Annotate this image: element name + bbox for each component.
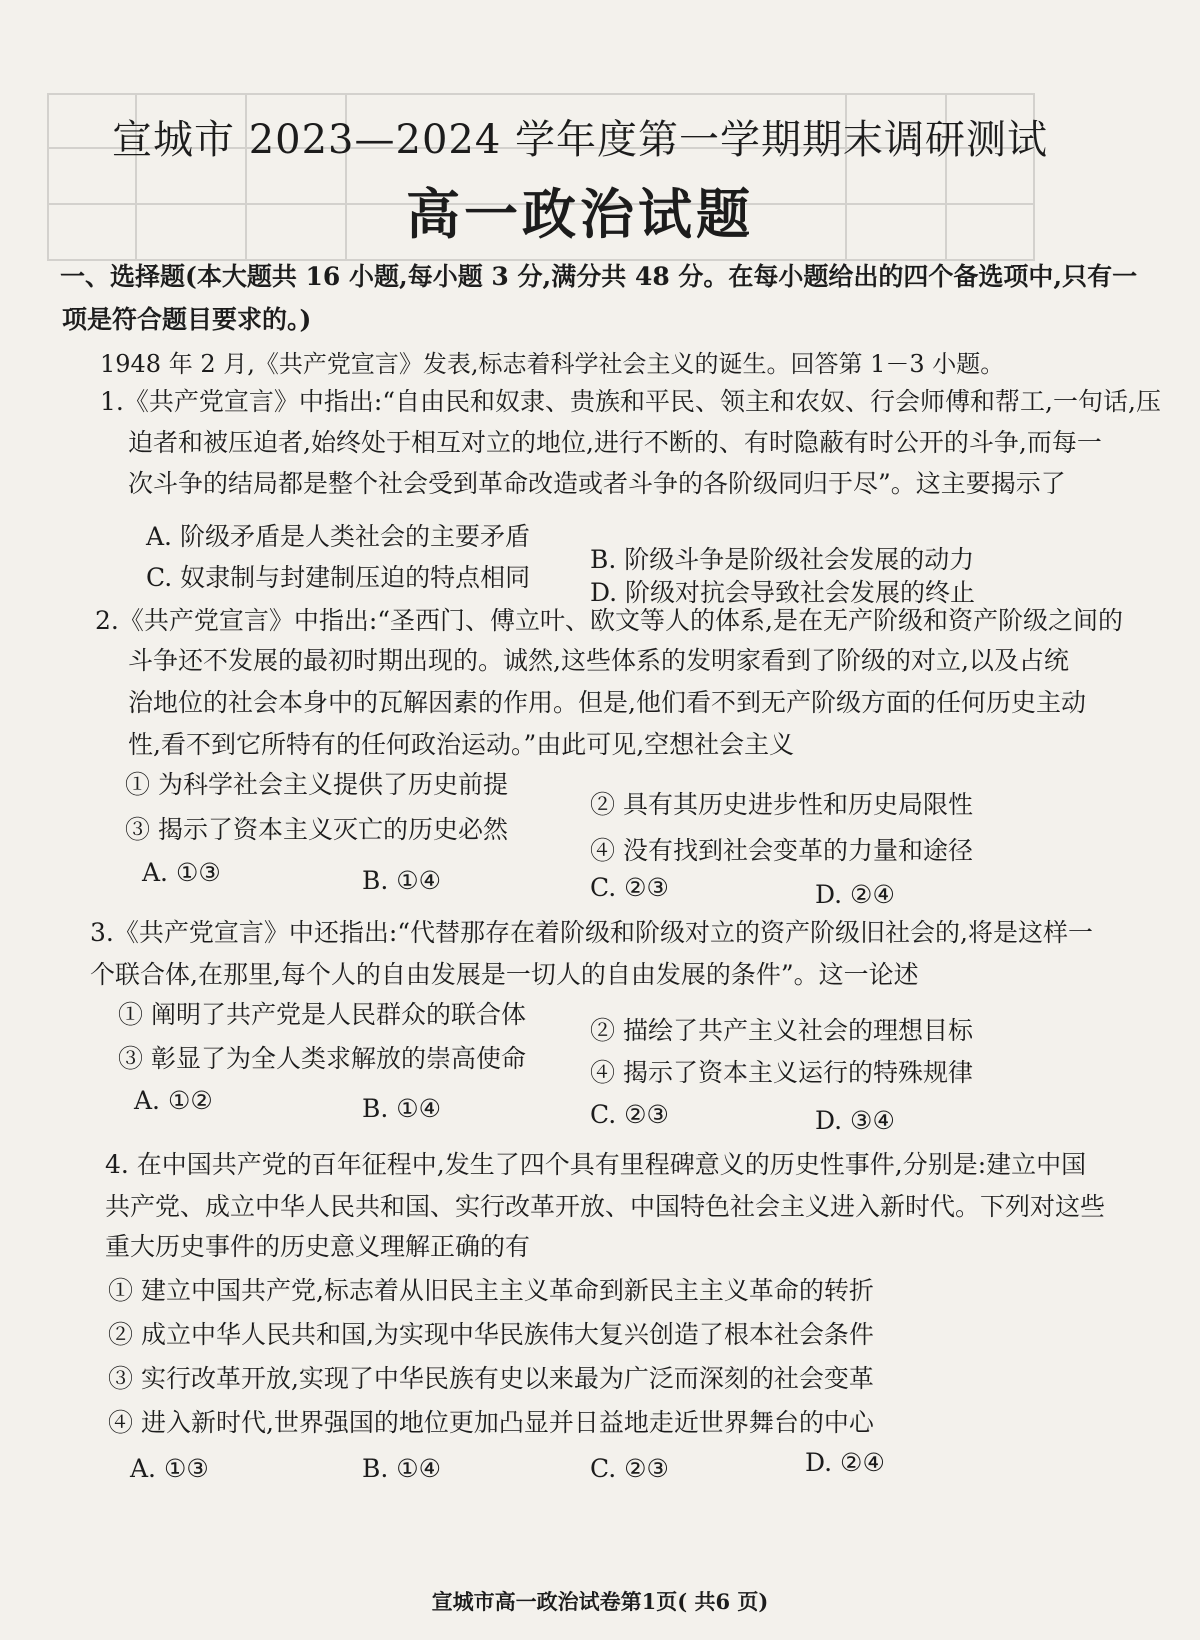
q4-item-2: ② 成立中华人民共和国,为实现中华民族伟大复兴创造了根本社会条件 [108, 1320, 874, 1349]
q1-option-b: B. 阶级斗争是阶级社会发展的动力 [590, 545, 975, 574]
q4-option-b: B. ①④ [362, 1454, 442, 1483]
q3-item-3: ③ 彰显了为全人类求解放的崇高使命 [118, 1044, 526, 1073]
q4-item-4: ④ 进入新时代,世界强国的地位更加凸显并日益地走近世界舞台的中心 [108, 1408, 874, 1437]
q4-stem-line1: 4. 在中国共产党的百年征程中,发生了四个具有里程碑意义的历史性事件,分别是:建立中国 [105, 1150, 1087, 1179]
q2-option-c: C. ②③ [590, 873, 669, 902]
q2-option-a: A. ①③ [142, 858, 221, 887]
q4-option-a: A. ①③ [130, 1454, 209, 1483]
q1-stem-line2: 迫者和被压迫者,始终处于相互对立的地位,进行不断的、有时隐蔽有时公开的斗争,而每一 [128, 428, 1102, 457]
q3-item-4: ④ 揭示了资本主义运行的特殊规律 [590, 1058, 973, 1087]
exam-subtitle: 高一政治试题 [406, 182, 754, 246]
q1-option-d: D. 阶级对抗会导致社会发展的终止 [590, 578, 976, 607]
section-heading-line1: 一、选择题(本大题共 16 小题,每小题 3 分,满分共 48 分。在每小题给出的四个备选项中,只有一 [60, 262, 1138, 291]
q2-option-b: B. ①④ [362, 866, 442, 895]
section-heading-line2: 项是符合题目要求的。) [62, 305, 312, 334]
q3-stem-line2: 个联合体,在那里,每个人的自由发展是一切人的自由发展的条件”。这一论述 [90, 960, 919, 989]
q4-option-d: D. ②④ [805, 1448, 885, 1477]
passage-intro: 1948 年 2 月,《共产党宣言》发表,标志着科学社会主义的诞生。回答第 1－3 小题。 [100, 350, 1005, 378]
q4-item-3: ③ 实行改革开放,实现了中华民族有史以来最为广泛而深刻的社会变革 [108, 1364, 874, 1393]
q4-item-1: ① 建立中国共产党,标志着从旧民主主义革命到新民主主义革命的转折 [108, 1276, 874, 1305]
page-footer: 宣城市高一政治试卷第1页( 共6 页) [431, 1589, 769, 1614]
q2-stem-line4: 性,看不到它所特有的任何政治运动。”由此可见,空想社会主义 [128, 730, 795, 759]
q3-option-c: C. ②③ [590, 1100, 669, 1129]
exam-title: 宣城市 2023—2024 学年度第一学期期末调研测试 [111, 117, 1049, 163]
q2-stem-line3: 治地位的社会本身中的瓦解因素的作用。但是,他们看不到无产阶级方面的任何历史主动 [128, 688, 1086, 717]
q2-stem-line2: 斗争还不发展的最初时期出现的。诚然,这些体系的发明家看到了阶级的对立,以及占统 [128, 646, 1069, 675]
q2-item-1: ① 为科学社会主义提供了历史前提 [125, 770, 508, 799]
q4-option-c: C. ②③ [590, 1454, 669, 1483]
q3-stem-line1: 3.《共产党宣言》中还指出:“代替那存在着阶级和阶级对立的资产阶级旧社会的,将是这样一 [90, 918, 1094, 947]
q1-stem-line3: 次斗争的结局都是整个社会受到革命改造或者斗争的各阶级同归于尽”。这主要揭示了 [128, 469, 1066, 498]
q3-option-d: D. ③④ [815, 1106, 895, 1135]
q2-item-2: ② 具有其历史进步性和历史局限性 [590, 790, 973, 819]
q1-option-a: A. 阶级矛盾是人类社会的主要矛盾 [146, 522, 530, 551]
q1-stem-line1: 1.《共产党宣言》中指出:“自由民和奴隶、贵族和平民、领主和农奴、行会师傅和帮工,一句话,压 [100, 387, 1161, 416]
q3-option-a: A. ①② [134, 1086, 213, 1115]
q3-item-2: ② 描绘了共产主义社会的理想目标 [590, 1016, 973, 1045]
q4-stem-line2: 共产党、成立中华人民共和国、实行改革开放、中国特色社会主义进入新时代。下列对这些 [105, 1192, 1106, 1221]
q1-option-c: C. 奴隶制与封建制压迫的特点相同 [146, 563, 531, 592]
q2-item-3: ③ 揭示了资本主义灭亡的历史必然 [125, 815, 508, 844]
q3-option-b: B. ①④ [362, 1094, 442, 1123]
q2-item-4: ④ 没有找到社会变革的力量和途径 [590, 836, 973, 865]
q2-stem-line1: 2.《共产党宣言》中指出:“圣西门、傅立叶、欧文等人的体系,是在无产阶级和资产阶级之间的 [95, 606, 1124, 635]
q2-option-d: D. ②④ [815, 880, 895, 909]
q3-item-1: ① 阐明了共产党是人民群众的联合体 [118, 1000, 526, 1029]
q4-stem-line3: 重大历史事件的历史意义理解正确的有 [105, 1232, 531, 1261]
